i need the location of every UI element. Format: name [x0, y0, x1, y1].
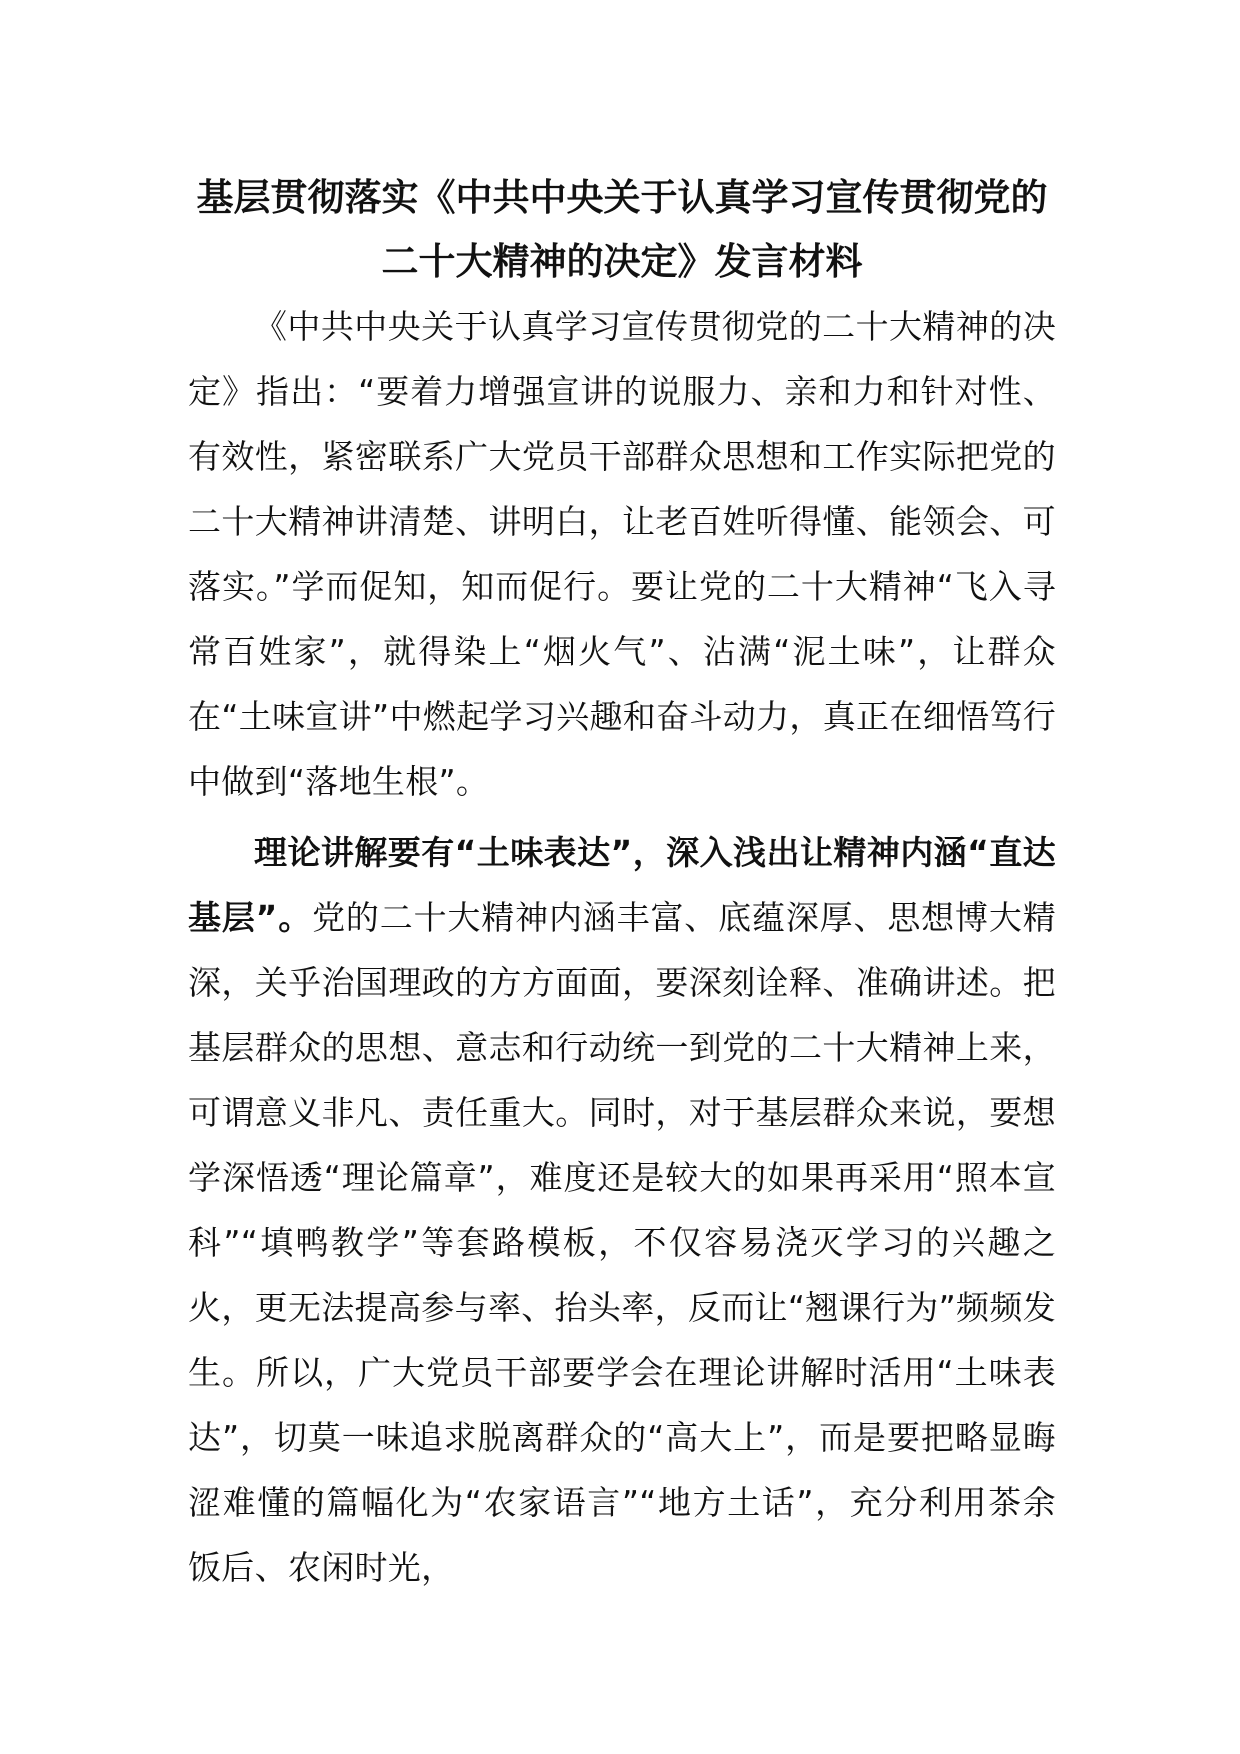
paragraph-theory-body: 党的二十大精神内涵丰富、底蕴深厚、思想博大精深，关乎治国理政的方方面面，要深刻诠释、准确讲述。把基层群众的思想、意志和行动统一到党的二十大精神上来，可谓意义非凡、责任重大。同时，对于基层群众来说，要想学深悟透“理论篇章”，难度还是较大的如果再采用“照本宣科”“填鸭教学”等套路模板，不仅容易浇灭学习的兴趣之火，更无法提高参与率、抬头率，反而让“翘课行为”频频发生。所以，广大党员干部要学会在理论讲解时活用“土味表达”，切莫一味追求脱离群众的“高大上”，而是要把略显晦涩难懂的篇幅化为“农家语言”“地方土话”，充分利用茶余饭后、农闲时光，	[188, 898, 1057, 1587]
paragraph-theory-lead: 理论讲解要有“土味表达”，深入浅出让精神内涵“直达基层”。	[188, 833, 1056, 937]
document-body	[188, 166, 1056, 1600]
paragraph-theory	[188, 820, 1056, 1600]
title-line-1: 基层贯彻落实《中共中央关于认真学习宣传贯彻党的	[196, 176, 1048, 219]
paragraph-intro: 《中共中央关于认真学习宣传贯彻党的二十大精神的决定》指出：“要着力增强宣讲的说服力、亲和力和针对性、有效性，紧密联系广大党员干部群众思想和工作实际把党的二十大精神讲清楚、讲明白，让老百姓听得懂、能领会、可落实。”学而促知，知而促行。要让党的二十大精神“飞入寻常百姓家”，就得染上“烟火气”、沾满“泥土味”，让群众在“土味宣讲”中燃起学习兴趣和奋斗动力，真正在细悟笃行中做到“落地生根”。	[188, 307, 1056, 801]
document-title	[188, 166, 1056, 294]
title-line-2: 二十大精神的决定》发言材料	[381, 240, 863, 283]
